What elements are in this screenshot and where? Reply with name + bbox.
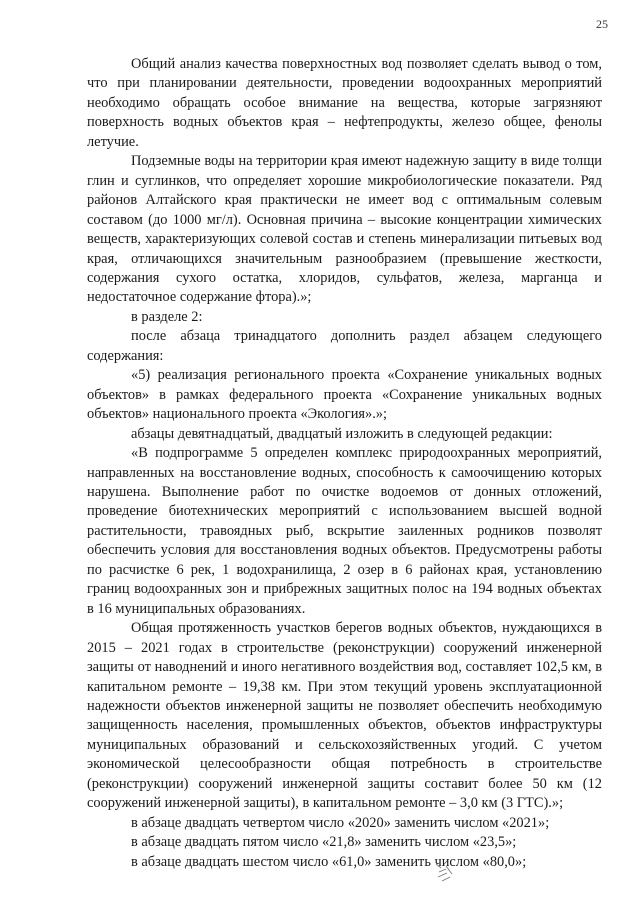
- paragraph-groundwater: Подземные воды на территории края имеют надежную защиту в виде толщи глин и суглинков, что определяет хорошие микробиологические показатели. Ряд районов Алтайского края практически не имеет вод с оптимальным солевым составом (до 1000 мг/л). Основная причина – высокие концентрации химических веществ, характеризующих солевой состав и степень минерализации питьевых вод края, отличающихся значительным разнообразием (превышение жесткости, содержания сухого остатка, хлоридов, сульфатов, железа, марганца и недостаточное содержание фтора).»;: [87, 153, 602, 306]
- paragraph-add-after-13th: после абзаца тринадцатого дополнить раздел абзацем следующего содержания:: [87, 328, 602, 364]
- paragraph-24th-change: в абзаце двадцать четвертом число «2020» заменить числом «2021»;: [131, 814, 550, 831]
- paragraph-subprogram-5: «В подпрограмме 5 определен комплекс природоохранных мероприятий, направленных на восстановление водных, способность к самоочищению которых нарушена. Выполнение работ по очистке водоемов от донных отложений, проведение биотехнических мероприятий с использованием высшей водной растительности, травоядных рыб, вскрытие заиленных родников позволят обеспечить условия для восстановления водных объектов. Предусмотрены работы по расчистке 6 рек, 1 водохранилища, 2 озер в 6 районах края, установлению границ водоохранных зон и прибрежных защитных полос на 194 водных объектах в 16 муниципальных образованиях.: [87, 445, 602, 617]
- paragraph-item-5: «5) реализация регионального проекта «Сохранение уникальных водных объектов» в рамках федерального проекта «Сохранение уникальных водных объектов» национального проекта «Экология».»;: [87, 367, 602, 423]
- paragraph-section-2: в разделе 2:: [131, 308, 203, 325]
- paragraph-surface-water-analysis: Общий анализ качества поверхностных вод позволяет сделать вывод о том, что при планировании деятельности, проведении водоохранных мероприятий необходимо обращать особое внимание на вещества, которые загрязняют поверхность водных объектов края – нефтепродукты, железо общее, фенолы летучие.: [87, 56, 602, 150]
- paragraph-26th-change: в абзаце двадцать шестом число «61,0» заменить числом «80,0»;: [131, 853, 527, 870]
- document-body: [87, 55, 602, 872]
- paragraph-total-length: Общая протяженность участков берегов водных объектов, нуждающихся в 2015 – 2021 годах в строительстве (реконструкции) сооружений инженерной защиты от наводнений и иного негативного воздействия вод, составляет 102,5 км, в капитальном ремонте – 19,38 км. При этом текущий уровень эксплуатационной надежности объектов инженерной защиты не позволяет обеспечить необходимую защищенность населения, промышленных объектов, объектов инфраструктуры муниципальных образований и сельскохозяйственных угодий. С учетом экономической целесообразности общая потребность в строительстве (реконструкции) сооружений инженерной защиты составит более 50 км (12 сооружений инженерной защиты), в капитальном ремонте – 3,0 км (3 ГТС).»;: [87, 620, 602, 812]
- paragraph-25th-change: в абзаце двадцать пятом число «21,8» заменить числом «23,5»;: [131, 834, 517, 851]
- initials-mark: [432, 860, 458, 886]
- paragraph-19-20-edit: абзацы девятнадцатый, двадцатый изложить в следующей редакции:: [131, 425, 553, 442]
- page-number: 25: [596, 17, 608, 31]
